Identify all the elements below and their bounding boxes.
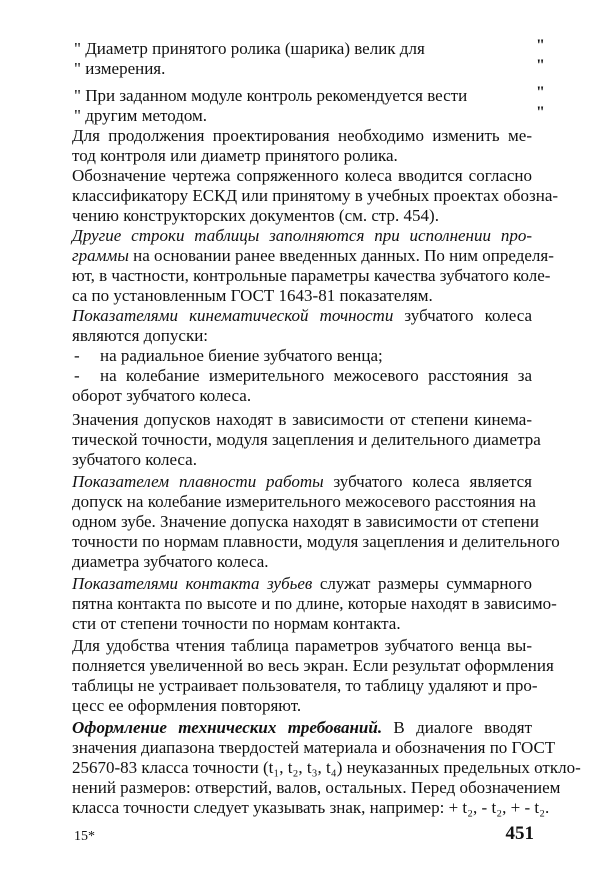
text-run: на основании ранее введенных данных. По ним определя- [128, 246, 554, 265]
text-line: тической точности, модуля зацепления и делительного диаметра [72, 430, 541, 449]
text-line [72, 718, 532, 738]
text-line: значения диапазона твердостей материала и обозначения по ГОСТ [72, 738, 556, 757]
message-line: " При заданном модуле контроль рекомендуется вести [74, 86, 468, 105]
text-line: са по установленным ГОСТ 1643-81 показателям. [72, 286, 433, 305]
text-line: полняется увеличенной во весь экран. Если результат оформления [72, 656, 554, 675]
list-bullet: - [74, 346, 80, 365]
text-line: цесс ее оформления повторяют. [72, 696, 302, 715]
text-line: 25670-83 класса точности (t₁, t₂, t₃, t₄) неуказанных предельных откло- [72, 758, 581, 777]
text-line: сти от степени точности по нормам контакта. [72, 614, 401, 633]
text-line: Для продолжения проектирования необходимо изменить ме- [72, 126, 532, 145]
message-line: " Диаметр принятого ролика (шарика) велик для [74, 39, 425, 58]
text-run: В диалоге вводят [382, 718, 533, 737]
list-bullet: - [74, 366, 80, 385]
text-line: класса точности следует указывать знак, например: + t₂, - t₂, + - t₂. [72, 798, 550, 817]
text-line: точности по нормам плавности, модуля зацепления и делительного [72, 532, 560, 551]
text-line: Другие строки таблицы заполняются при исполнении про- [72, 226, 532, 245]
text-line [72, 472, 532, 492]
text-line: нений размеров: отверстий, валов, остальных. Перед обозначением [72, 778, 561, 797]
message-mark: " [536, 57, 545, 74]
list-item: на радиальное биение зубчатого венца; [100, 346, 383, 365]
message-mark: " [536, 84, 545, 101]
message-mark: " [536, 104, 545, 121]
text-line: пятна контакта по высоте и по длине, которые находят в зависимо- [72, 594, 557, 613]
text-line: Значения допусков находят в зависимости от степени кинема- [72, 410, 532, 429]
signature-mark: 15* [74, 829, 95, 844]
text-line: Обозначение чертежа сопряженного колеса вводится согласно [72, 166, 532, 185]
text-run: зубчатого колеса является [323, 472, 532, 491]
text-line: чению конструкторских документов (см. стр. 454). [72, 206, 439, 225]
text-line: тод контроля или диаметр принятого ролика. [72, 146, 398, 165]
text-line: ют, в частности, контрольные параметры качества зубчатого коле- [72, 266, 551, 285]
text-line: Для удобства чтения таблица параметров зубчатого венца вы- [72, 636, 532, 655]
list-item: на колебание измерительного межосевого расстояния за [100, 366, 532, 385]
text-line: классификатору ЕСКД или принятому в учебных проектах обозна- [72, 186, 559, 205]
text-run: служат размеры суммарного [312, 574, 532, 593]
text-line: зубчатого колеса. [72, 450, 197, 469]
text-line: диаметра зубчатого колеса. [72, 552, 269, 571]
text-line: допуск на колебание измерительного межосевого расстояния на [72, 492, 536, 511]
list-item-continuation: оборот зубчатого колеса. [72, 386, 252, 405]
italic-term: Показателями кинематической точности [72, 306, 394, 325]
text-line: являются допуски: [72, 326, 209, 345]
message-mark: " [536, 37, 545, 54]
text-line [72, 574, 532, 594]
text-line: таблицы не устраивает пользователя, то таблицу удаляют и про- [72, 676, 538, 695]
text-line: одном зубе. Значение допуска находят в зависимости от степени [72, 512, 539, 531]
section-heading: Оформление технических требований. [72, 718, 383, 737]
italic-term: граммы [72, 246, 129, 265]
text-line [72, 246, 554, 266]
message-line: " другим методом. [74, 106, 208, 125]
text-run: зубчатого колеса [393, 306, 532, 325]
page-number: 451 [505, 823, 534, 844]
text-line [72, 306, 532, 326]
italic-term: Показателем плавности работы [72, 472, 324, 491]
message-line: " измерения. [74, 59, 166, 78]
italic-term: Показателями контакта зубьев [72, 574, 313, 593]
